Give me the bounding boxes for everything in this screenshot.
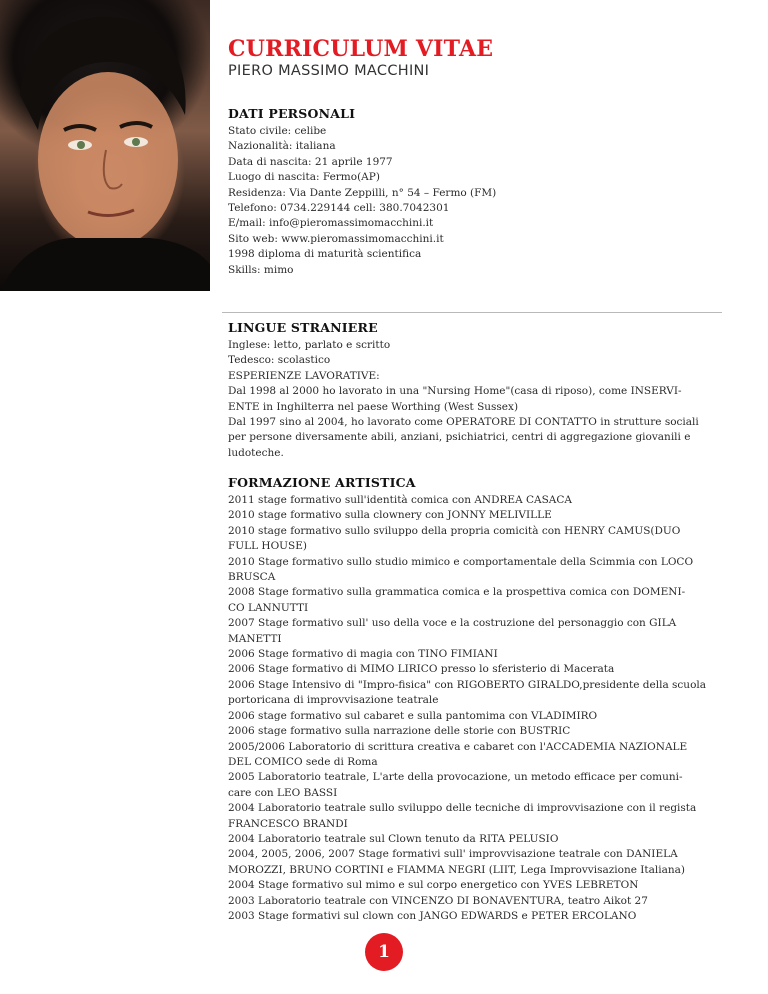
list-item: per persone diversamente abili, anziani, psichiatrici, centri di aggregazione giovanili e [228, 431, 691, 444]
list-item: 2010 stage formativo sullo sviluppo della propria comicità con HENRY CAMUS(DUO [228, 524, 681, 537]
list-item: care con LEO BASSI [228, 786, 338, 799]
list-item: ludoteche. [228, 446, 284, 459]
section-divider [222, 312, 722, 313]
list-item: Skills: mimo [228, 263, 294, 276]
list-item: Dal 1997 sino al 2004, ho lavorato come OPERATORE DI CONTATTO in strutture sociali [228, 416, 699, 429]
list-item: 2006 stage formativo sul cabaret e sulla pantomima con VLADIMIRO [228, 709, 598, 722]
list-item: 2005 Laboratorio teatrale, L'arte della provocazione, un metodo efficace per comuni- [228, 771, 683, 784]
list-item: Data di nascita: 21 aprile 1977 [228, 155, 393, 168]
list-item: Nazionalità: italiana [228, 140, 336, 153]
list-item: 2004 Laboratorio teatrale sul Clown tenuto da RITA PELUSIO [228, 832, 559, 845]
portrait-face-icon [0, 0, 210, 291]
header [228, 37, 493, 80]
list-item: 2010 Stage formativo sullo studio mimico e comportamentale della Scimmia con LOCO [228, 555, 694, 568]
list-item: 2005/2006 Laboratorio di scrittura creativa e cabaret con l'ACCADEMIA NAZIONALE [228, 740, 688, 753]
portrait-photo [0, 0, 210, 291]
list-item: 2004 Laboratorio teatrale sullo sviluppo delle tecniche di improvvisazione con il regista [228, 802, 697, 815]
list-item: 2004 Stage formativo sul mimo e sul corpo energetico con YVES LEBRETON [228, 879, 639, 892]
languages-list [228, 338, 723, 461]
list-item: MOROZZI, BRUNO CORTINI e FIAMMA NEGRI (LIIT, Lega Improvvisazione Italiana) [228, 863, 685, 876]
list-item: MANETTI [228, 632, 282, 645]
list-item: ESPERIENZE LAVORATIVE: [228, 369, 380, 382]
list-item: Residenza: Via Dante Zeppilli, n° 54 – Fermo (FM) [228, 186, 497, 199]
person-name: PIERO MASSIMO MACCHINI [228, 63, 430, 79]
list-item: 2006 Stage Intensivo di "Impro-fisica" con RIGOBERTO GIRALDO,presidente della scuola [228, 678, 707, 691]
list-item: 1998 diploma di maturità scientifica [228, 248, 422, 261]
page-number-badge: 1 [365, 933, 403, 971]
list-item: 2006 stage formativo sulla narrazione delle storie con BUSTRIC [228, 725, 571, 738]
list-item: 2007 Stage formativo sull' uso della voce e la costruzione del personaggio con GILA [228, 617, 677, 630]
list-item: 2006 Stage formativo di MIMO LIRICO presso lo sferisterio di Macerata [228, 663, 615, 676]
section-title-personal: DATI PERSONALI [228, 106, 356, 121]
list-item: 2006 Stage formativo di magia con TINO FIMIANI [228, 648, 498, 661]
list-item: CO LANNUTTI [228, 601, 309, 614]
list-item: Telefono: 0734.229144 cell: 380.7042301 [228, 202, 450, 215]
list-item: DEL COMICO sede di Roma [228, 755, 378, 768]
list-item: Stato civile: celibe [228, 125, 327, 137]
list-item: Tedesco: scolastico [228, 354, 331, 367]
list-item: 2010 stage formativo sulla clownery con JONNY MELIVILLE [228, 509, 552, 522]
list-item: ENTE in Inghilterra nel paese Worthing (West Sussex) [228, 400, 519, 413]
list-item: Luogo di nascita: Fermo(AP) [228, 171, 380, 184]
list-item: Dal 1998 al 2000 ho lavorato in una "Nursing Home"(casa di riposo), come INSERVI- [228, 385, 682, 398]
personal-data-list [228, 124, 723, 278]
list-item: FRANCESCO BRANDI [228, 817, 348, 830]
list-item: 2003 Laboratorio teatrale con VINCENZO DI BONAVENTURA, teatro Aikot 27 [228, 894, 648, 907]
list-item: 2004, 2005, 2006, 2007 Stage formativi sull' improvvisazione teatrale con DANIELA [228, 848, 678, 861]
cv-title: CURRICULUM VITAE [228, 36, 494, 62]
section-title-languages: LINGUE STRANIERE [228, 320, 378, 335]
list-item: BRUSCA [228, 571, 276, 584]
list-item: E/mail: info@pieromassimomacchini.it [228, 217, 434, 230]
training-list [228, 493, 723, 924]
list-item: Sito web: www.pieromassimomacchini.it [228, 232, 444, 245]
list-item: FULL HOUSE) [228, 540, 307, 553]
list-item: 2008 Stage formativo sulla grammatica comica e la prospettiva comica con DOMENI- [228, 586, 686, 599]
list-item: portoricana di improvvisazione teatrale [228, 694, 439, 707]
list-item: Inglese: letto, parlato e scritto [228, 339, 391, 351]
section-title-training: FORMAZIONE ARTISTICA [228, 475, 416, 490]
list-item: 2011 stage formativo sull'identità comica con ANDREA CASACA [228, 494, 573, 506]
list-item: 2003 Stage formativi sul clown con JANGO EDWARDS e PETER ERCOLANO [228, 909, 637, 922]
